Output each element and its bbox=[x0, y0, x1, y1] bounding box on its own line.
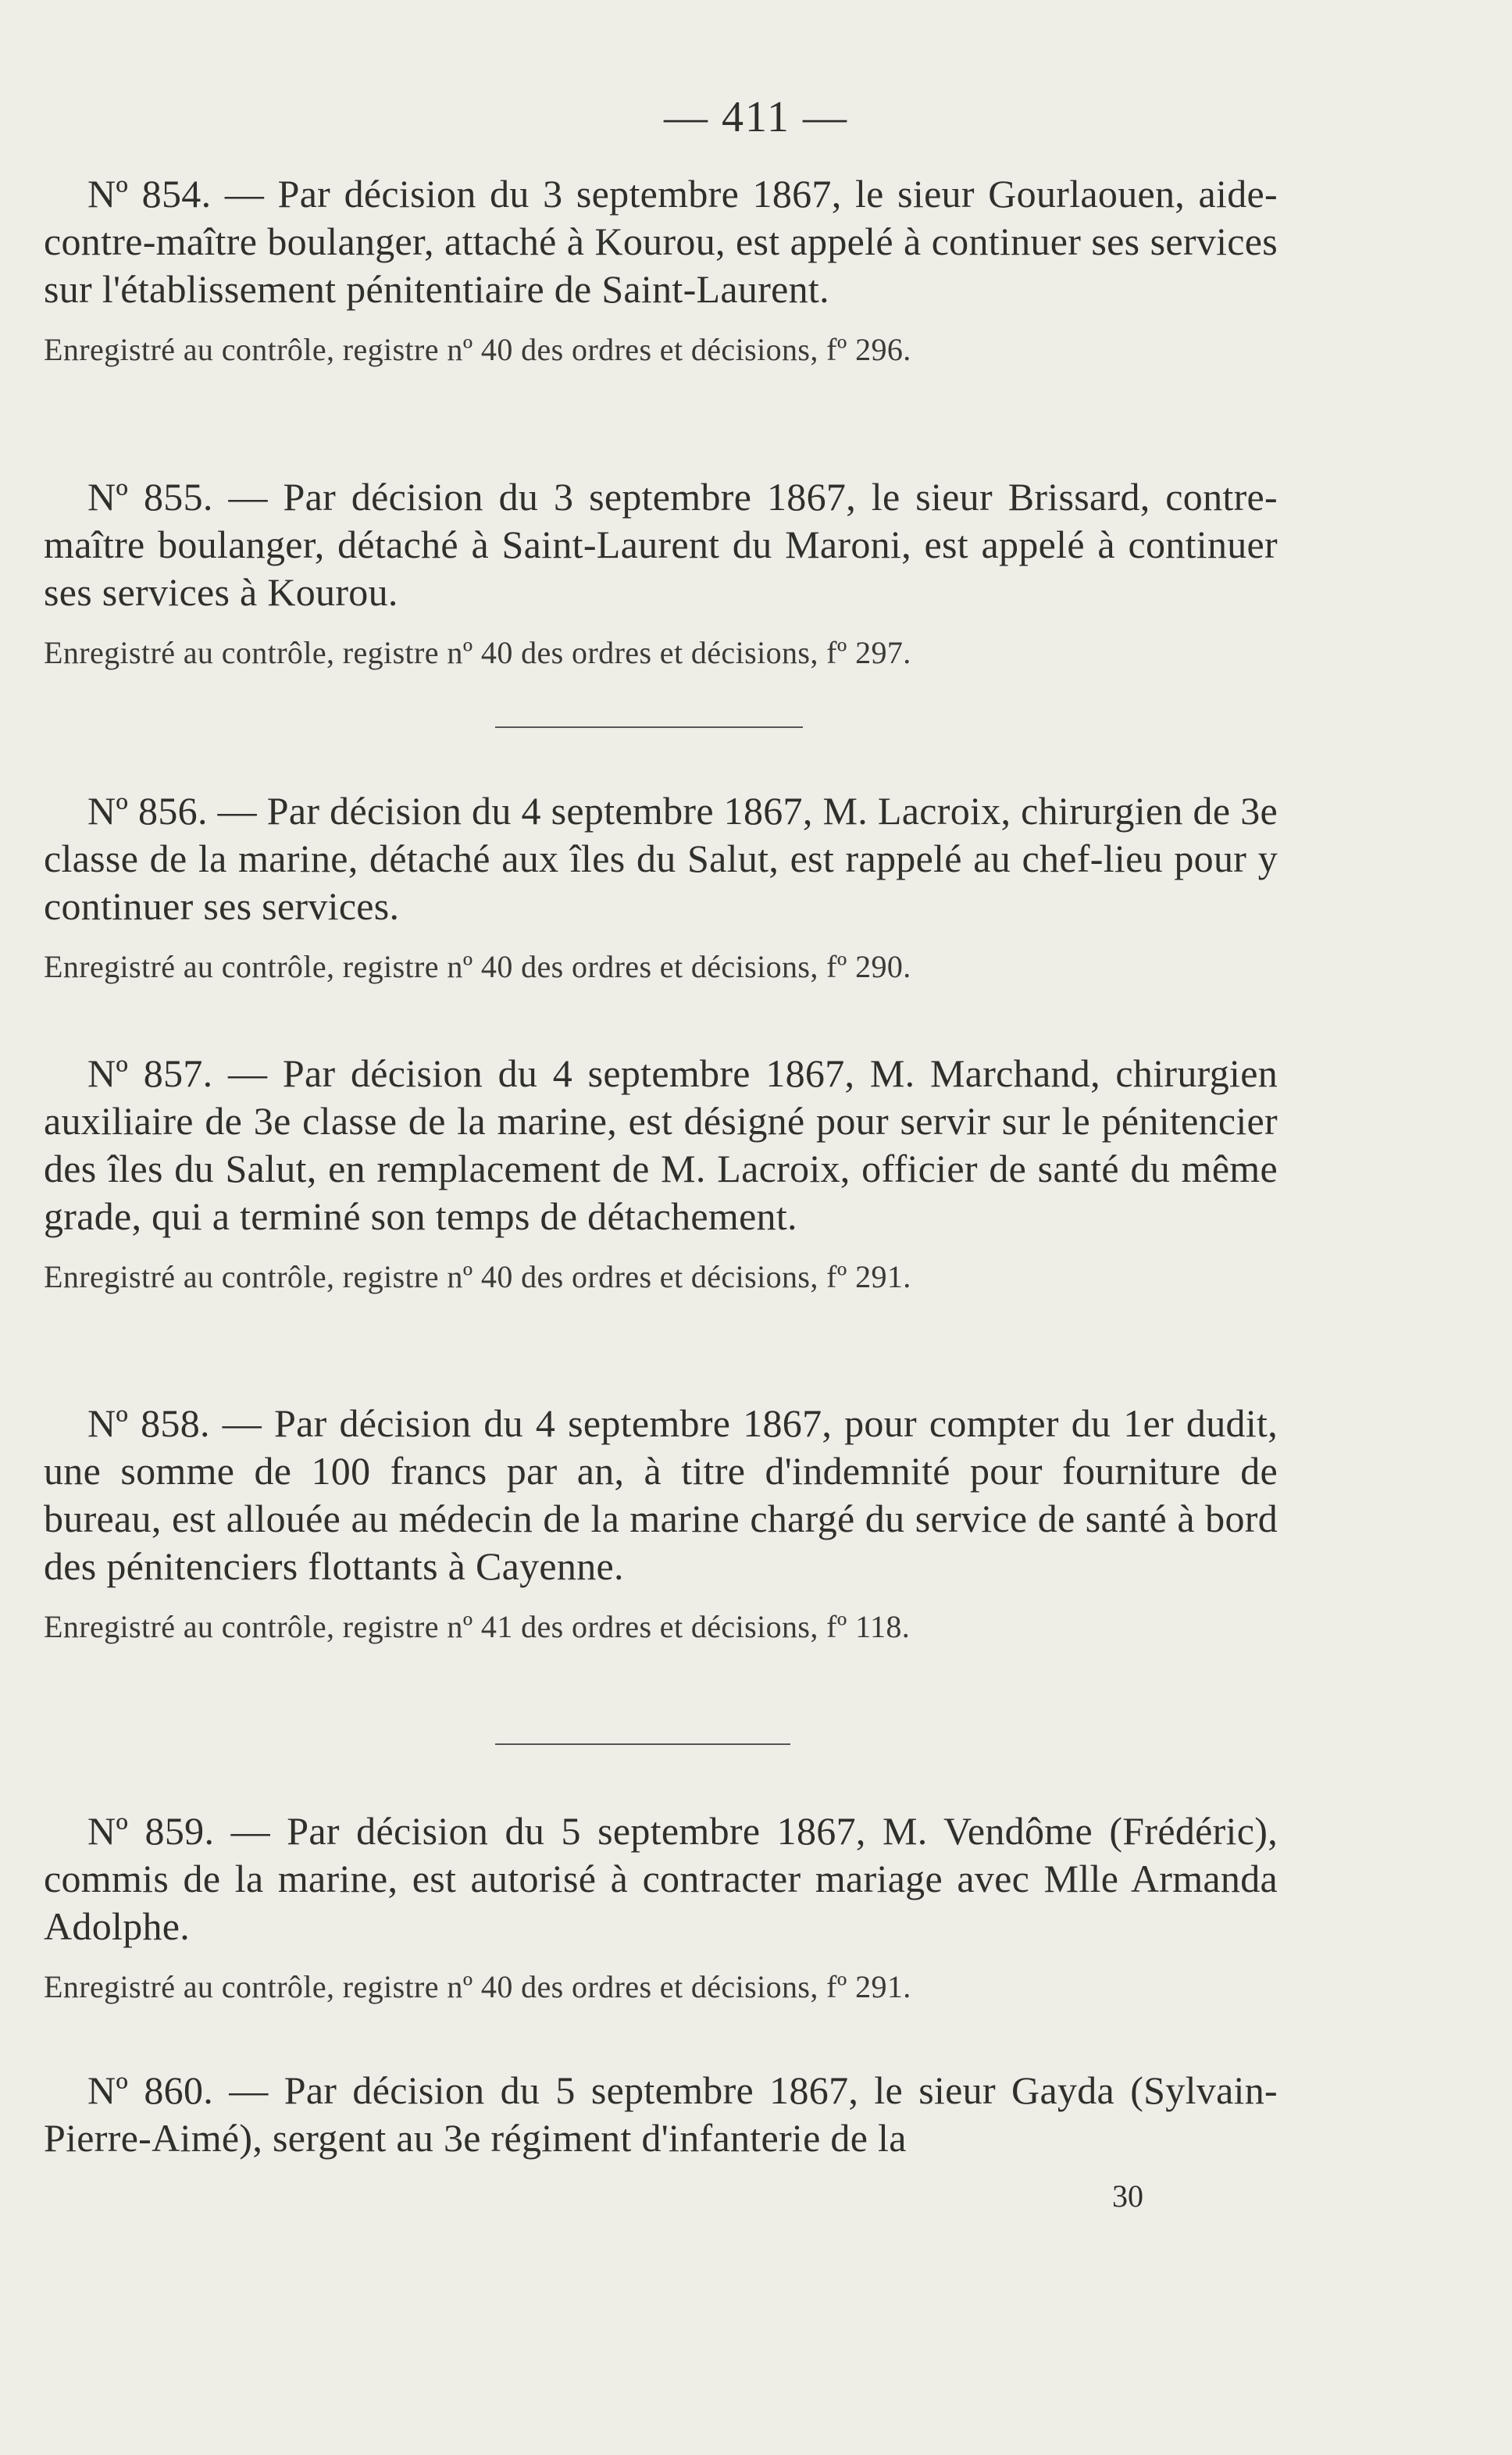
decision-text: Nº 854. — Par décision du 3 septembre 1867, le sieur Gourlaouen, aide-contre-maître boulanger, attaché à Kourou, est appelé à continuer ses services sur l'établissement pénitentiaire de Saint-Laurent. bbox=[44, 172, 1278, 311]
decision-text: Nº 858. — Par décision du 4 septembre 1867, pour compter du 1er dudit, une somme de 100 francs par an, à titre d'indemnité pour fourniture de bureau, est allouée au médecin de la marine chargé du service de santé à bord des pénitenciers flottants à Cayenne. bbox=[44, 1401, 1278, 1588]
registration-note: Enregistré au contrôle, registre nº 40 des ordres et décisions, fº 290. bbox=[44, 949, 911, 984]
registration-note: Enregistré au contrôle, registre nº 40 des ordres et décisions, fº 296. bbox=[44, 332, 911, 367]
registration-note: Enregistré au contrôle, registre nº 40 des ordres et décisions, fº 297. bbox=[44, 635, 911, 670]
decision-text: Nº 855. — Par décision du 3 septembre 1867, le sieur Brissard, contre-maître boulanger, détaché à Saint-Laurent du Maroni, est appelé à continuer ses services à Kourou. bbox=[44, 475, 1278, 614]
decision-text: Nº 859. — Par décision du 5 septembre 1867, M. Vendôme (Frédéric), commis de la marine, est autorisé à contracter mariage avec Mlle Armanda Adolphe. bbox=[44, 1809, 1278, 1948]
decision-entry-855 bbox=[44, 473, 1278, 673]
decision-entry-856 bbox=[44, 787, 1278, 987]
page-number: — 411 — bbox=[664, 93, 848, 141]
decision-text: Nº 857. — Par décision du 4 septembre 1867, M. Marchand, chirurgien auxiliaire de 3e classe de la marine, est désigné pour servir sur le pénitencier des îles du Salut, en remplacement de M. Lacroix, officier de santé du même grade, qui a terminé son temps de détachement. bbox=[44, 1051, 1278, 1238]
decision-entry-854 bbox=[44, 170, 1278, 369]
decision-entry-860 bbox=[44, 2067, 1278, 2162]
signature-mark: 30 bbox=[1112, 2178, 1143, 2214]
section-divider bbox=[495, 726, 803, 728]
decision-text: Nº 856. — Par décision du 4 septembre 1867, M. Lacroix, chirurgien de 3e classe de la marine, détaché aux îles du Salut, est rappelé au chef-lieu pour y continuer ses services. bbox=[44, 789, 1278, 928]
decision-text: Nº 860. — Par décision du 5 septembre 1867, le sieur Gayda (Sylvain-Pierre-Aimé), sergent au 3e régiment d'infanterie de la bbox=[44, 2068, 1278, 2160]
registration-note: Enregistré au contrôle, registre nº 40 des ordres et décisions, fº 291. bbox=[44, 1969, 911, 2004]
registration-note: Enregistré au contrôle, registre nº 41 des ordres et décisions, fº 118. bbox=[44, 1609, 911, 1644]
section-divider bbox=[495, 1743, 790, 1745]
decision-entry-857 bbox=[44, 1050, 1278, 1297]
registration-note: Enregistré au contrôle, registre nº 40 des ordres et décisions, fº 291. bbox=[44, 1259, 911, 1294]
decision-entry-858 bbox=[44, 1400, 1278, 1647]
decision-entry-859 bbox=[44, 1807, 1278, 2007]
